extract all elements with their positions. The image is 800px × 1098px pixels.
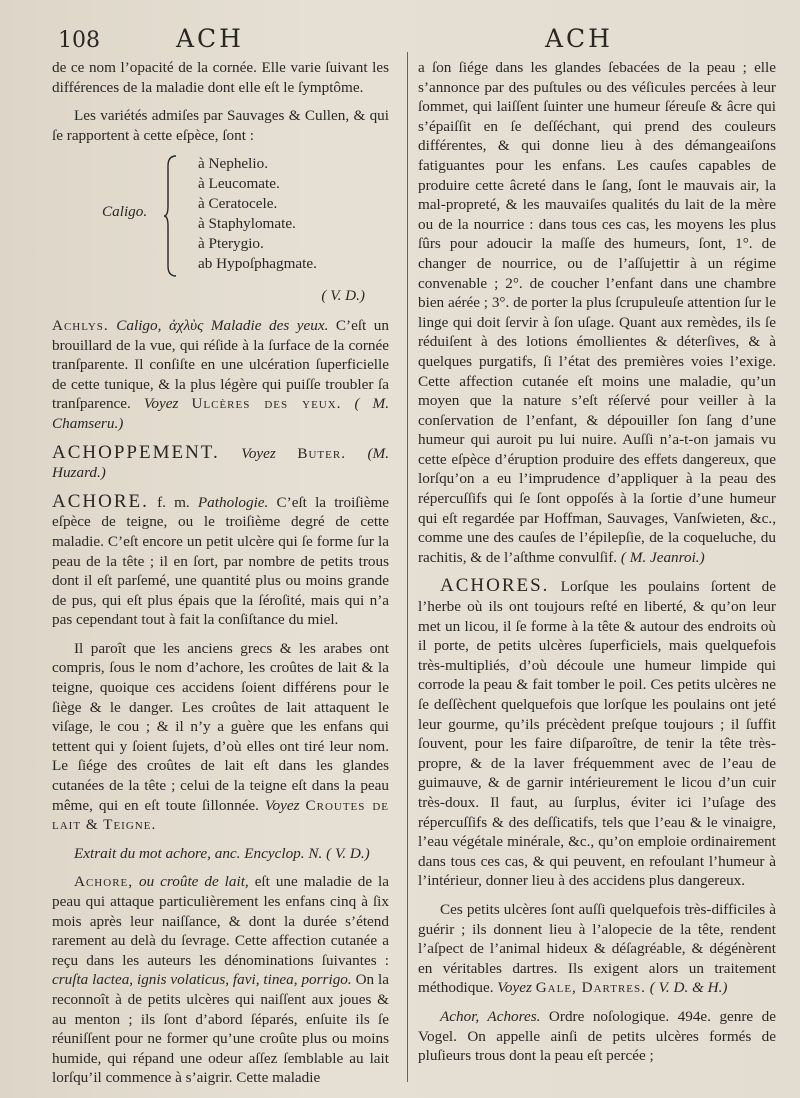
signature: ( V. D. & H.): [649, 979, 728, 997]
entry-achlys: [52, 316, 389, 434]
running-head-right: ACH: [545, 24, 613, 53]
cross-ref-target: Croutes de lait & Teigne.: [52, 796, 390, 834]
paragraph: [418, 900, 776, 998]
entry-achoppement: [52, 443, 389, 483]
entry-domain: Pathologie.: [197, 493, 269, 511]
source-note: [52, 844, 389, 864]
paragraph: Les variétés admiſes par Sauvages & Cullen, & qui ſe rapportent à cette eſpèce, ſont :: [52, 107, 389, 144]
paragraph-body: a ſon ſiége dans les glandes ſebacées de la peau ; elle s’annonce par des puſtules ou des véſicules percées à leur ſommet, qui laiſſent ſuinter une humeur ſéreuſe & âcre qui s’épaiſſit en ſe deſſéchant, qui prend des couleurs différentes, & qui donne lieu à des démangeaiſons fatiguantes pour les enfans. Les cauſes capables de produire cette âcreté dans le ſang, ſont le mauvais air, la mal-propreté, & les mauvaiſes qualités du lait de la mère ou de la nourrice : dans tous ces cas, les moyens les plus ſûrs pour adoucir la maſſe des humeurs, ſont, 1°. de changer de nourrice, ou de l’aſſujettir à un régime convenable ; 2°. de coucher l’enfant dans une chambre bien aérée ; 3°. de porter la plus ſcrupuleuſe attention ſur le linge qui doit ſervir à ſon uſage. Quant aux remèdes, ils ſe réduiſent à des lotions émollientes & déterſives, & à quelques purgatifs, ſi l’état des premières voies l’exige. Cette affection cutanée eſt moins une maladie, qu’un moyen que la nature s’eſt réſervé pour veiller à la conſervation de l’enfant, & dépouiller ſon ſang d’une humeur qui auroit pu lui nuire. Auſſi n’a-t-on jamais vu cette eſpèce d’éruption produire des effets dangereux, que lorſqu’on a eu l’imprudence d’appliquer à la peau des répercuſſifs qui ſe ſont oppoſés à la ſortie d’une humeur qui eſt regardée par Hoffman, Sauvages, Vanſwieten, &c., comme une des cauſes de l’épilepſie, de la coqueluche, du rachitis, & de l’aſthme convulſif.: [418, 59, 776, 566]
entry-headword: Achore,: [74, 873, 134, 891]
signature: ( M. Chamseru.): [52, 395, 389, 432]
cross-ref-voyez: Voyez: [241, 444, 276, 462]
entry-body: C’eſt la troiſième eſpèce de teigne, ou le troiſième degré de cette maladie. C’eſt encore un petit ulcère qui ſe forme ſur la peau de la tête ; il en ſort, par nombre de petits trous dont il eſt parſemé, une quantité plus ou moins grande de pus, qui eſt plus épais que la ſéroſité, mais qui n’a pas cependant tout à fait la conſiſtance du miel.: [52, 493, 390, 629]
signature: ( V. D.): [326, 844, 370, 862]
entry-latin-names: cruſta lactea, ignis volaticus, favi, tinea, porrigo.: [52, 971, 352, 989]
caligo-varieties-table: [52, 154, 389, 282]
running-head-left: ACH: [176, 24, 244, 53]
cross-ref-voyez: Voyez: [497, 979, 532, 997]
varieties-list: [198, 154, 317, 274]
brace-icon: [164, 154, 178, 278]
page-number: 108: [58, 28, 100, 53]
left-column: [52, 58, 389, 1097]
right-column: [418, 58, 776, 1075]
cross-ref-voyez: Voyez: [143, 395, 179, 413]
entry-body: Ordre noſologique. 494e. genre de Vogel. On appelle ainſi de petits ulcères formés de pluſieurs trous dont la peau eſt percée ;: [418, 1007, 776, 1065]
paragraph-body: Il paroît que les anciens grecs & les arabes ont compris, ſous le nom d’achore, les croûtes de lait & la teigne, quoique ces accidens ſoient différens pour le ſiège & le danger. Les croûtes de lait attaquent le viſage, le cou ; & il n’y a guère que les enfans qui tettent qui y ſoient ſujets, d’où elles ont tiré leur nom. Le ſiége des croûtes de lait eſt dans les glandes cutanées de la tête ; celui de la teigne eſt dans la peau même, qui en eſt toute ſillonnée.: [52, 639, 389, 814]
entry-achore: [52, 492, 389, 630]
entry-achores: [418, 576, 776, 891]
signature: (M. Huzard.): [52, 444, 390, 482]
entry-gender: f. m.: [157, 493, 190, 511]
list-item: à Nephelio.: [198, 155, 269, 173]
paragraph-body: Ces petits ulcères ſont auſſi quelquefois très-difficiles à guérir ; ils donnent lieu à l’alopecie de la tête, rendent l’aſpect de l’animal hideux & déſagréable, & dégénèrent en véritables dartres. Ils exigent alors un traitement méthodique.: [418, 900, 776, 997]
column-divider: [407, 52, 408, 1082]
entry-achor: [418, 1007, 776, 1066]
list-item: à Ceratocele.: [198, 195, 278, 213]
paragraph: [52, 639, 389, 835]
entry-headword: Achor, Achores.: [440, 1007, 541, 1025]
entry-body: eſt une maladie de la peau qui attaque particulièrement les enfans cinq à ſix mois après leur naiſſance, & dont la durée s’étend rarement au delà du ſevrage. Cette affection cutanée a reçu dans les auteurs les dénominations ſuivantes :: [52, 873, 390, 969]
paragraph: [418, 58, 776, 567]
cross-ref-target: Ulcères des yeux.: [191, 395, 342, 413]
entry-body: C’eſt un brouillard de la vue, qui réſide à la ſurface de la cornée tranſparente. Il conſiſte en une ulcération ſuperficielle de cette tunique, & la plus légère qui puiſſe troubler ſa tranſparence.: [52, 316, 389, 413]
list-item: ab Hypoſphagmate.: [198, 255, 317, 273]
cross-ref-voyez: Voyez: [264, 796, 300, 814]
entry-gloss: Caligo, ἀχλὺς Maladie des yeux.: [116, 316, 329, 334]
entry-headword: ACHOPPEMENT.: [52, 441, 220, 463]
entry-achore-2: [52, 872, 389, 1088]
cross-ref-target: Buter.: [297, 444, 346, 462]
paragraph: de ce nom l’opacité de la cornée. Elle varie ſuivant les différences de la maladie dont elle eſt le ſymptôme.: [52, 59, 389, 96]
entry-gloss: ou croûte de lait,: [139, 873, 249, 891]
entry-headword: Achlys.: [52, 316, 109, 334]
entry-headword: ACHORE.: [52, 490, 149, 512]
entry-body: Lorſque les poulains ſortent de l’herbe où ils ont toujours reſté en liberté, & qu’on leur met un licou, il ſe forme à la tête & autour des endroits où il porte, de petits ulcères ſuperficiels, mais quelquefois très-multipliés, d’où découle une humeur limpide qui corrode la peau & fait tomber le poil. Ces petits ulcères ne ſe deſſèchent quelquefois que lorſque les poulains ont jeté leur gourme, qu’ils précèdent preſque toujours ; il ſuffit ſouvent, pour les faire diſparoître, de tenir la tête très-propre, & de la laver fréquemment avec de l’eau de guimauve, & de garnir intérieurement le licou d’un cuir très-doux. Il faut, au ſurplus, éviter ici l’uſage des répercuſſifs & des deſſicatifs, tels que l’eau & le vinaigre, l’eau végétale minérale, &c., qu’on emploie ordinairement dans tous ces cas, & qui peuvent, en refoulant l’humeur à l’intérieur, donner lieu à des accidens plus dangereux.: [418, 578, 776, 890]
list-item: à Leucomate.: [198, 175, 280, 193]
entry-headword: ACHORES.: [440, 575, 550, 597]
signature: ( M. Jeanroi.): [620, 548, 705, 566]
caligo-label: Caligo.: [102, 203, 148, 221]
list-item: à Pterygio.: [198, 235, 264, 253]
source-extract: Extrait du mot achore, anc. Encyclop. N.: [74, 844, 323, 862]
entry-body-continued: On la reconnoît à de petits ulcères qui naiſſent aux joues & au menton ; ils ſont d’abord ſéparés, enſuite ils ſe réuniſſent pour ne former qu’une croûte plus ou moins humide, qui répand une odeur aſſez ſemblable au lait lorſqu’il commence à s’aigrir. Cette maladie: [52, 971, 390, 1087]
signature: ( V. D.): [321, 287, 365, 305]
cross-ref-target: Gale, Dartres.: [535, 979, 646, 997]
list-item: à Staphylomate.: [198, 215, 296, 233]
